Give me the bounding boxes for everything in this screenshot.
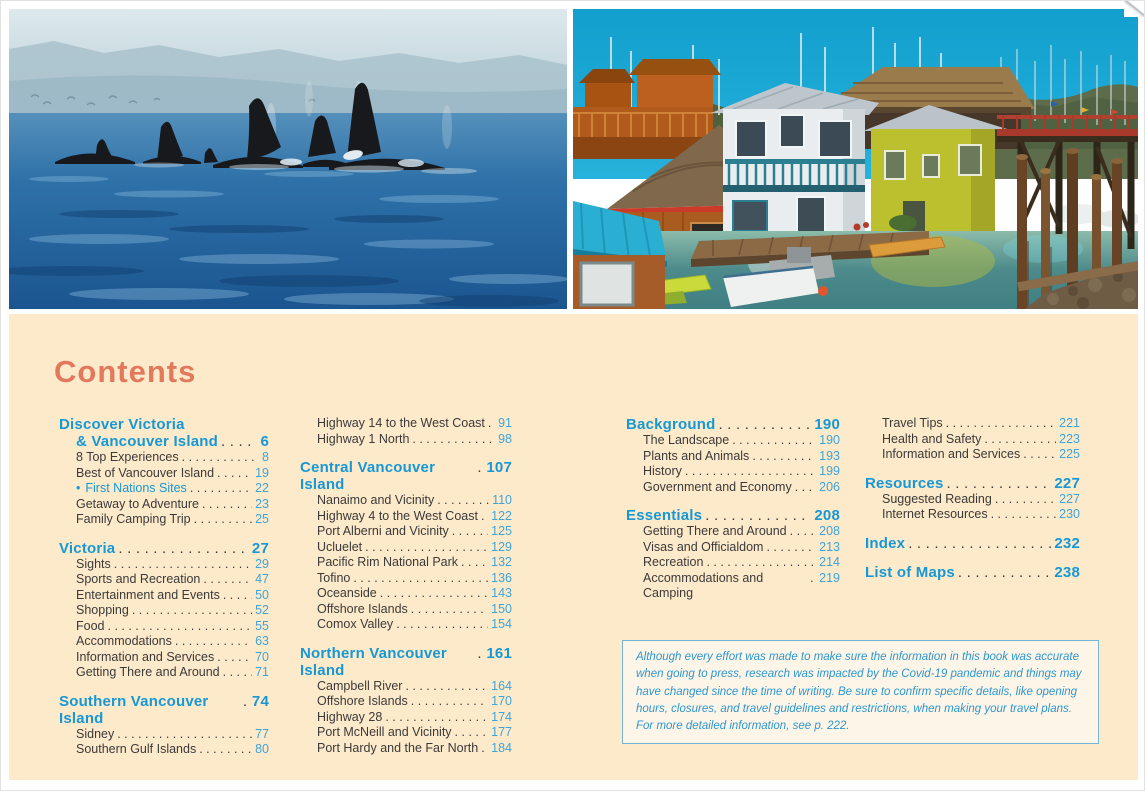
contents-panel	[9, 314, 1138, 780]
toc-entry-label: Highway 4 to the West Coast	[317, 508, 478, 523]
leader-dots	[365, 540, 488, 556]
toc-entry-label: Government and Economy	[643, 479, 792, 494]
leader-dots	[958, 564, 1051, 581]
toc-entry-label: Entertainment and Events	[76, 587, 220, 602]
covid-note-text: Although every effort was made to make sure the information in this book was accurate when going to press, research was impacted by the Covid-19 pandemic and things may have changed since the time of writing. Be sure to confirm specific details, like opening hours, closures, and travel guidelines and restrictions, when making your travel plans. For more detailed information, see p. 222.	[636, 651, 1082, 732]
toc-section	[59, 416, 269, 528]
leader-dots	[117, 727, 252, 743]
toc-page-number: 23	[255, 496, 269, 511]
toc-page-number: 221	[1059, 416, 1080, 430]
toc-entry-label: Oceanside	[317, 586, 377, 600]
leader-dots	[199, 742, 252, 758]
toc-entry-label: Food	[76, 618, 105, 633]
toc-entry[interactable]	[626, 555, 840, 571]
toc-entry-label: Information and Services	[76, 649, 215, 664]
toc-entry[interactable]	[300, 555, 512, 571]
toc-entry[interactable]	[59, 588, 269, 604]
toc-heading-label: Discover Victoria	[59, 416, 185, 433]
toc-entry-label: Accommodations	[76, 634, 172, 648]
toc-entry-label: Internet Resources	[882, 507, 988, 521]
toc-entry[interactable]	[59, 512, 269, 528]
leader-dots	[946, 416, 1056, 432]
toc-entry-label: 8 Top Experiences	[76, 450, 179, 464]
toc-entry-label: Comox Valley	[317, 617, 394, 631]
toc-column-4	[865, 416, 1080, 581]
leader-dots	[108, 619, 253, 635]
leader-dots	[412, 432, 495, 448]
toc-section-heading[interactable]	[59, 693, 269, 727]
toc-heading-label: List of Maps	[865, 563, 955, 581]
toc-entry[interactable]	[300, 416, 512, 432]
toc-section	[865, 416, 1080, 463]
leader-dots	[411, 602, 488, 618]
toc-entry[interactable]	[59, 603, 269, 619]
toc-entry[interactable]	[865, 492, 1080, 508]
leader-dots	[752, 449, 816, 465]
toc-page-number: 77	[255, 726, 269, 741]
toc-page-number: 129	[491, 539, 512, 554]
toc-entry-label: Best of Vancouver Island	[76, 465, 215, 480]
leader-dots	[182, 450, 259, 466]
toc-page-number: 132	[491, 555, 512, 569]
toc-entry[interactable]	[626, 480, 840, 496]
toc-page-number: 214	[819, 555, 840, 569]
toc-page-number: 6	[260, 433, 269, 450]
toc-page-number: 122	[491, 508, 512, 523]
toc-section	[626, 507, 840, 602]
leader-dots	[795, 480, 816, 496]
toc-entry[interactable]	[626, 464, 840, 480]
toc-entry[interactable]	[59, 650, 269, 666]
leader-dots	[1023, 447, 1056, 463]
toc-heading-label: Southern Vancouver Island	[59, 692, 209, 727]
toc-page-number: 150	[491, 601, 512, 616]
toc-section	[300, 645, 512, 757]
leader-dots	[477, 459, 483, 476]
leader-dots	[706, 555, 816, 571]
toc-entry[interactable]	[300, 571, 512, 587]
toc-column-1	[59, 416, 269, 758]
toc-entry[interactable]	[865, 432, 1080, 448]
toc-page-number: 174	[491, 709, 512, 724]
orca-photo-illustration	[9, 9, 567, 309]
toc-entry-label: Offshore Islands	[317, 601, 408, 616]
toc-page-number: 161	[486, 644, 512, 662]
toc-entry[interactable]	[300, 493, 512, 509]
toc-entry[interactable]	[300, 741, 512, 757]
toc-entry-label: Sights	[76, 556, 111, 571]
leader-dots	[223, 588, 252, 604]
toc-column-2	[300, 416, 512, 756]
toc-section	[626, 416, 840, 495]
toc-section-heading[interactable]	[626, 416, 840, 433]
leader-dots	[217, 650, 252, 666]
toc-page-number: 193	[819, 448, 840, 463]
toc-page-number: 227	[1054, 474, 1080, 492]
toc-section	[59, 540, 269, 681]
toc-page-number: 52	[255, 603, 269, 617]
toc-page-number: 71	[255, 665, 269, 679]
toc-page-number: 208	[819, 524, 840, 538]
toc-entry-label: Visas and Officialdom	[643, 539, 764, 554]
toc-section-heading[interactable]	[865, 564, 1080, 581]
toc-page-number: 47	[255, 572, 269, 586]
leader-dots	[217, 466, 252, 482]
toc-entry[interactable]	[300, 694, 512, 710]
toc-page-number: 190	[819, 433, 840, 447]
toc-page-number: 25	[255, 512, 269, 526]
photo-floating-homes	[573, 9, 1138, 309]
toc-entry[interactable]	[865, 416, 1080, 432]
toc-entry[interactable]	[59, 572, 269, 588]
toc-section-heading[interactable]	[865, 535, 1080, 552]
toc-entry-label: Accommodations and Camping	[643, 570, 764, 600]
toc-entry-label: History	[643, 464, 682, 478]
toc-entry-label: Recreation	[643, 555, 704, 569]
toc-page-number: 70	[255, 649, 269, 664]
toc-section-heading[interactable]	[59, 540, 269, 557]
toc-column-3	[626, 416, 840, 602]
toc-heading-label: Background	[626, 416, 716, 433]
toc-section-heading[interactable]	[300, 459, 512, 493]
toc-entry[interactable]	[59, 634, 269, 650]
toc-section-heading[interactable]	[300, 645, 512, 679]
toc-entry[interactable]	[300, 725, 512, 741]
toc-entry[interactable]	[300, 602, 512, 618]
toc-heading-label: Essentials	[626, 507, 703, 524]
leader-dots	[452, 524, 488, 540]
toc-entry[interactable]	[626, 449, 840, 465]
leader-dots	[203, 572, 252, 588]
toc-entry-label: Getaway to Adventure	[76, 496, 199, 511]
toc-entry[interactable]	[300, 432, 512, 448]
leader-dots	[175, 634, 252, 650]
toc-page-number: 80	[255, 742, 269, 756]
toc-page-number: 27	[251, 539, 269, 557]
toc-section	[300, 459, 512, 633]
toc-page-number: 22	[255, 481, 269, 495]
leader-dots	[353, 571, 488, 587]
toc-entry-label: Shopping	[76, 603, 129, 617]
toc-entry[interactable]	[300, 509, 512, 525]
toc-entry[interactable]	[59, 557, 269, 573]
toc-section	[59, 693, 269, 758]
toc-entry[interactable]	[865, 447, 1080, 463]
toc-entry[interactable]	[300, 586, 512, 602]
toc-page-number: 164	[491, 678, 512, 693]
toc-page-number: 55	[255, 618, 269, 633]
toc-entry-label: Pacific Rim National Park	[317, 555, 459, 569]
toc-page-number: 107	[486, 459, 512, 476]
photo-orca-pod	[9, 9, 567, 309]
leader-dots	[991, 507, 1057, 523]
toc-entry[interactable]	[59, 727, 269, 743]
toc-page-number: 184	[491, 740, 512, 755]
leader-dots	[719, 416, 812, 433]
toc-entry-label: Plants and Animals	[643, 448, 750, 463]
toc-entry-label: Highway 14 to the West Coast	[317, 416, 485, 430]
toc-entry-label: Offshore Islands	[317, 694, 408, 708]
toc-heading-label: & Vancouver Island	[76, 433, 218, 450]
leader-dots	[461, 555, 488, 571]
toc-entry-label: Suggested Reading	[882, 491, 992, 506]
leader-dots	[243, 693, 249, 710]
toc-entry-label: Nanaimo and Vicinity	[317, 493, 435, 507]
leader-dots	[114, 557, 252, 573]
toc-entry[interactable]	[300, 617, 512, 633]
leader-dots	[766, 540, 816, 556]
marina-photo-illustration	[573, 9, 1138, 309]
leader-dots	[385, 710, 488, 726]
toc-entry[interactable]	[300, 524, 512, 540]
toc-page-number: 227	[1059, 491, 1080, 506]
toc-entry-label: Port McNeill and Vicinity	[317, 725, 452, 739]
toc-entry-label: First Nations Sites	[85, 481, 187, 495]
toc-entry[interactable]	[59, 742, 269, 758]
toc-entry-label: The Landscape	[643, 433, 730, 447]
covid-note-box	[622, 640, 1099, 744]
leader-dots	[190, 481, 252, 497]
toc-page-number: 170	[491, 694, 512, 708]
leader-dots	[455, 725, 489, 741]
leader-dots	[132, 603, 252, 619]
toc-section-heading[interactable]	[626, 507, 840, 524]
toc-page-number: 230	[1059, 507, 1080, 521]
toc-section-heading[interactable]	[59, 433, 269, 450]
toc-entry-label: Sidney	[76, 726, 115, 741]
toc-heading-label: Central Vancouver Island	[300, 459, 436, 493]
leader-dots	[477, 645, 483, 662]
leader-dots	[396, 617, 488, 633]
toc-page-number: 223	[1059, 431, 1080, 446]
leader-dots	[705, 507, 811, 524]
toc-entry-label: Sports and Recreation	[76, 572, 201, 586]
toc-page-number: 213	[819, 539, 840, 554]
leader-dots	[202, 497, 252, 513]
toc-section	[865, 475, 1080, 523]
leader-dots	[488, 416, 495, 432]
toc-page-number: 63	[255, 634, 269, 648]
leader-dots	[411, 694, 488, 710]
toc-entry[interactable]	[300, 540, 512, 556]
toc-page-number: 74	[251, 692, 269, 710]
toc-entry[interactable]	[59, 481, 269, 497]
toc-entry[interactable]	[59, 665, 269, 681]
toc-entry[interactable]	[626, 433, 840, 449]
toc-entry-label: Campbell River	[317, 678, 403, 693]
toc-page-number: 125	[491, 524, 512, 538]
leader-dots	[732, 433, 816, 449]
leader-dots	[685, 464, 816, 480]
toc-entry-label: Port Alberni and Vicinity	[317, 524, 449, 538]
toc-entry-label: Getting There and Around	[76, 665, 220, 679]
toc-heading-label: Victoria	[59, 539, 116, 557]
leader-dots	[380, 586, 488, 602]
toc-section-heading[interactable]	[59, 416, 269, 433]
toc-entry[interactable]	[626, 540, 840, 556]
toc-entry-label: Family Camping Trip	[76, 512, 191, 526]
leader-dots	[984, 432, 1056, 448]
toc-section	[865, 535, 1080, 552]
page-curl[interactable]	[1124, 1, 1144, 17]
toc-entry[interactable]	[300, 710, 512, 726]
toc-entry[interactable]	[626, 571, 840, 602]
toc-entry-label: Getting There and Around	[643, 524, 787, 538]
toc-page-number: 91	[498, 416, 512, 430]
toc-entry-label: Travel Tips	[882, 416, 943, 430]
toc-page-number: 208	[814, 507, 840, 524]
leader-dots	[118, 540, 249, 557]
toc-heading-label: Resources	[865, 474, 944, 492]
toc-page-number: 50	[255, 587, 269, 602]
leader-dots	[810, 571, 816, 587]
toc-page-number: 110	[492, 493, 512, 507]
toc-entry[interactable]	[865, 507, 1080, 523]
leader-dots	[481, 741, 488, 757]
toc-entry[interactable]	[59, 450, 269, 466]
toc-page-number: 232	[1054, 534, 1080, 552]
leader-dots	[947, 475, 1052, 492]
leader-dots	[223, 665, 252, 681]
toc-page-number: 225	[1059, 447, 1080, 461]
toc-page-number: 8	[262, 450, 269, 464]
toc-page-number: 199	[819, 464, 840, 478]
toc-entry-label: Tofino	[317, 570, 351, 585]
toc-page-number: 219	[819, 570, 840, 585]
leader-dots	[405, 679, 488, 695]
leader-dots	[437, 493, 489, 509]
toc-page-number: 29	[255, 556, 269, 571]
toc-section-heading[interactable]	[865, 475, 1080, 492]
toc-page-number: 143	[491, 586, 512, 600]
toc-entry[interactable]	[626, 524, 840, 540]
toc-entry[interactable]	[59, 497, 269, 513]
toc-entry[interactable]	[300, 679, 512, 695]
toc-page-number: 98	[498, 431, 512, 446]
toc-entry[interactable]	[59, 466, 269, 482]
toc-section	[865, 564, 1080, 581]
leader-dots	[221, 433, 257, 450]
leader-dots	[481, 509, 488, 525]
leader-dots	[908, 535, 1051, 552]
toc-entry-label: Southern Gulf Islands	[76, 742, 197, 756]
toc-page-number: 154	[491, 617, 512, 631]
toc-page-number: 177	[491, 725, 512, 739]
toc-entry-label: Information and Services	[882, 447, 1021, 461]
toc-entry[interactable]	[59, 619, 269, 635]
page-title: Contents	[54, 354, 197, 389]
toc-page-number: 136	[491, 570, 512, 585]
toc-entry-label: Highway 1 North	[317, 431, 410, 446]
leader-dots	[995, 492, 1056, 508]
toc-entry-label: Port Hardy and the Far North	[317, 740, 479, 755]
bullet-icon: •	[76, 481, 81, 495]
toc-heading-label: Northern Vancouver Island	[300, 644, 447, 679]
toc-entry-label: Ucluelet	[317, 539, 363, 554]
toc-heading-label: Index	[865, 534, 906, 552]
toc-entry-label: Highway 28	[317, 709, 383, 724]
toc-page-number: 190	[814, 416, 840, 433]
toc-page-number: 206	[819, 479, 840, 494]
toc-page-number: 238	[1054, 563, 1080, 581]
toc-page-number: 19	[255, 465, 269, 480]
leader-dots	[194, 512, 252, 528]
toc-entry-label: Health and Safety	[882, 431, 982, 446]
toc-section	[300, 416, 512, 447]
leader-dots	[790, 524, 817, 540]
